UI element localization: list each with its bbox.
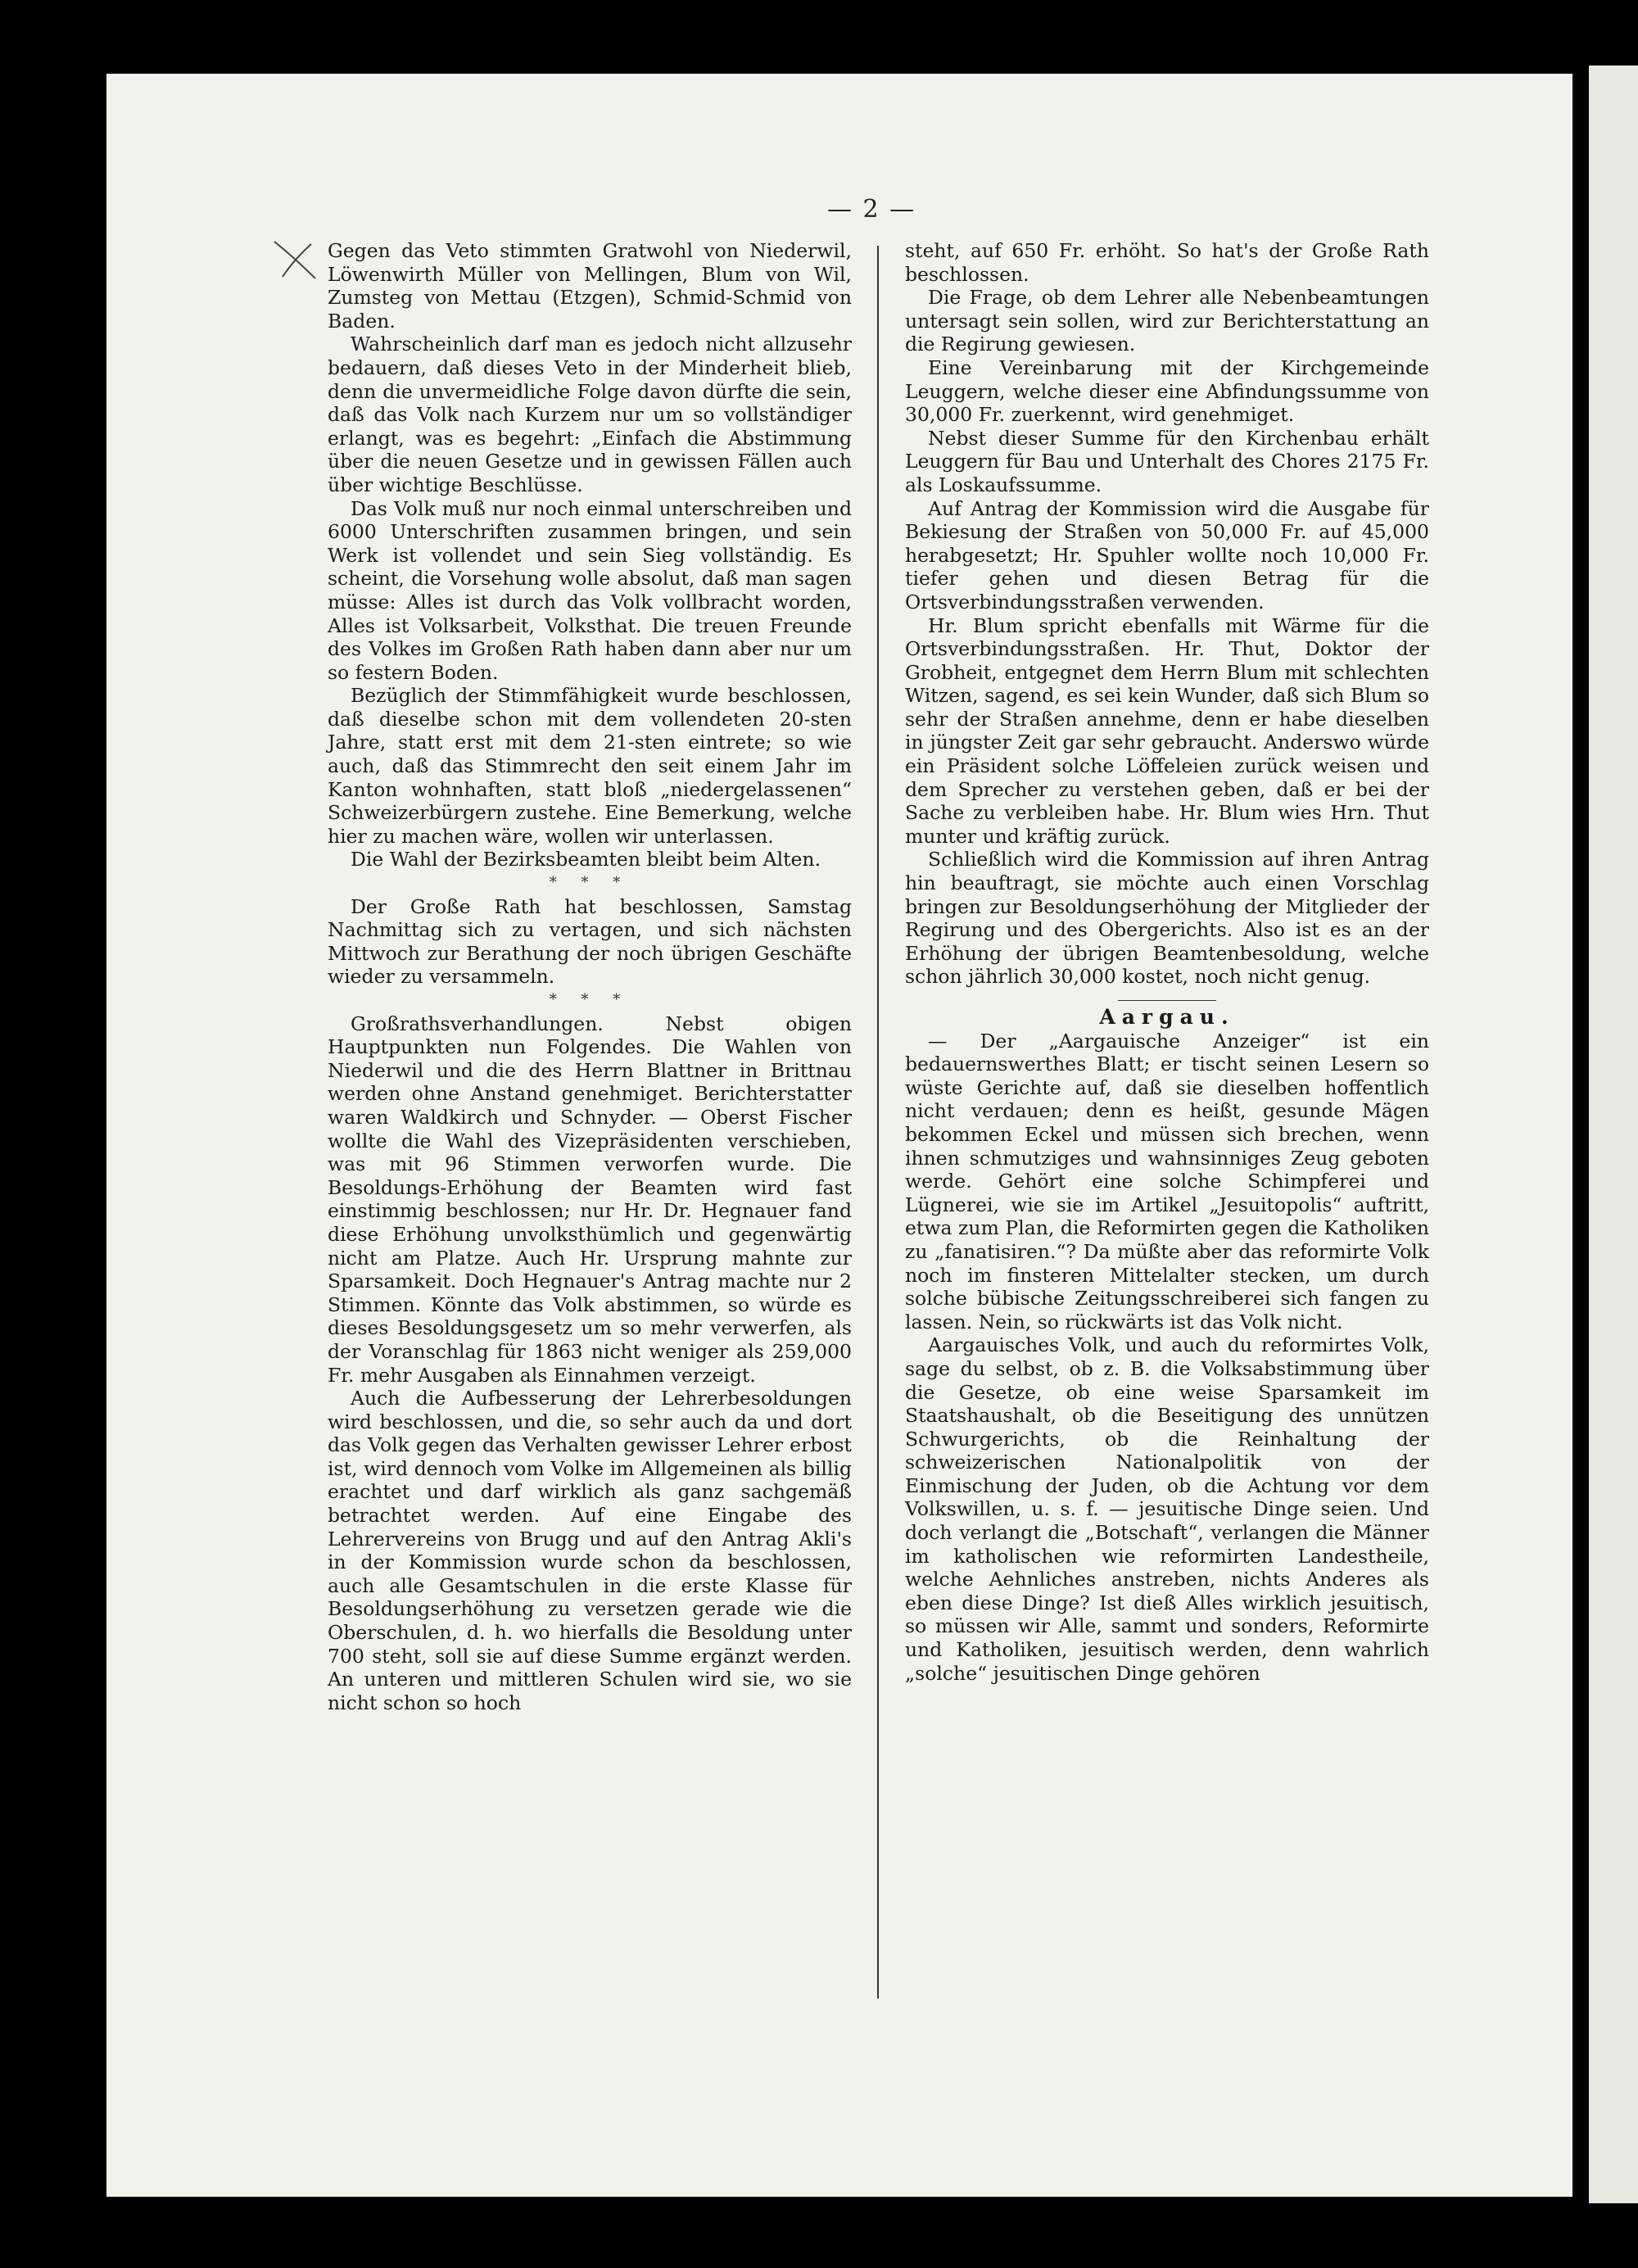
article-paragraph: Bezüglich der Stimmfähigkeit wurde beschlossen, daß dieselbe schon mit dem vollendeten 20-sten Jahre, statt erst mit dem 21-sten eintrete; so wie auch, daß das Stimmrecht den seit einem Jahr im Kanton wohnhaften, statt bloß „niedergelassenen“ Schweizerbürgern zustehe. Eine Bemerkung, welche hier zu machen wäre, wollen wir unterlassen. bbox=[328, 684, 852, 848]
article-paragraph: Auf Antrag der Kommission wird die Ausgabe für Bekiesung der Straßen von 50,000 Fr. auf 45,000 herabgesetzt; Hr. Spuhler wollte noch 10,000 Fr. tiefer gehen und diesen Betrag für die Ortsverbindungsstraßen verwenden. bbox=[905, 496, 1429, 613]
article-paragraph: Aargauisches Volk, und auch du reformirtes Volk, sage du selbst, ob z. B. die Volksabstimmung über die Gesetze, ob eine weise Sparsamkeit im Staatshaushalt, ob die Beseitigung des unnützen Schwurgerichts, ob die Reinhaltung der schweizerischen Nationalpolitik von der Einmischung der Juden, ob die Achtung vor dem Volkswillen, u. s. f. — jesuitische Dinge seien. Und doch verlangt die „Botschaft“, verlangen die Männer im katholischen wie reformirten Landestheile, welche Aehnliches anstreben, nichts Anderes als eben diese Dinge? Ist dieß Alles wirklich jesuitisch, so müssen wir Alle, sammt und sonders, Reformirte und Katholiken, jesuitisch werden, denn wahrlich „solche“ jesuitischen Dinge gehören bbox=[905, 1333, 1429, 1685]
article-paragraph: Eine Vereinbarung mit der Kirchgemeinde Leuggern, welche dieser eine Abfindungssumme von 30,000 Fr. zuerkennt, wird genehmiget. bbox=[905, 355, 1429, 427]
heading-rule bbox=[1118, 1000, 1216, 1001]
article-paragraph: steht, auf 650 Fr. erhöht. So hat's der Große Rath beschlossen. bbox=[905, 239, 1429, 286]
article-paragraph: Auch die Aufbesserung der Lehrerbesoldungen wird beschlossen, und die, so sehr auch da und dort das Volk gegen das Verhalten gewisser Lehrer erbost ist, wird dennoch vom Volke im Allgemeinen als billig erachtet und darf wirklich als ganz sachgemäß betrachtet werden. Auf eine Eingabe des Lehrervereins von Brugg und auf den Antrag Akli's in der Kommission wurde schon da beschlossen, auch alle Gesamtschulen in die erste Klasse für Besoldungserhöhung zu versetzen gerade wie die Oberschulen, d. h. wo hierfalls die Besoldung unter 700 steht, soll sie auf diese Summe ergänzt werden. An unteren und mittleren Schulen wird sie, wo sie nicht schon so hoch bbox=[328, 1387, 852, 1714]
article-paragraph: Hr. Blum spricht ebenfalls mit Wärme für die Ortsverbindungsstraßen. Hr. Thut, Doktor der Grobheit, entgegnet dem Herrn Blum mit schlechten Witzen, sagend, es sei kein Wunder, daß sich Blum so sehr der Straßen annehme, denn er habe dieselben in jüngster Zeit gar sehr gebraucht. Anderswo würde ein Präsident solche Löffeleien zurück weisen und dem Sprecher zu verstehen geben, daß er bei der Sache zu verbleiben habe. Hr. Blum wies Hrn. Thut munter und kräftig zurück. bbox=[905, 613, 1429, 848]
article-paragraph: Großrathsverhandlungen. Nebst obigen Hauptpunkten nun Folgendes. Die Wahlen von Niederwil und die des Herrn Blattner in Brittnau werden ohne Anstand genehmiget. Berichterstatter waren Waldkirch und Schnyder. — Oberst Fischer wollte die Wahl des Vizepräsidenten verschieben, was mit 96 Stimmen verworfen wurde. Die Besoldungs-Erhöhung der Beamten wird fast einstimmig beschlossen; nur Hr. Dr. Hegnauer fand diese Erhöhung unvolksthümlich und gegenwärtig nicht am Platze. Auch Hr. Ursprung mahnte zur Sparsamkeit. Doch Hegnauer's Antrag machte nur 2 Stimmen. Könnte das Volk abstimmen, so würde es dieses Besoldungsgesetz um so mehr verwerfen, als der Voranschlag für 1863 nicht weniger als 259,000 Fr. mehr Ausgaben als Einnahmen verzeigt. bbox=[328, 1012, 852, 1387]
article-paragraph: Nebst dieser Summe für den Kirchenbau erhält Leuggern für Bau und Unterhalt des Chores 2175 Fr. als Loskaufssumme. bbox=[905, 426, 1429, 496]
article-paragraph: — Der „Aargauische Anzeiger“ ist ein bedauernswerthes Blatt; er tischt seinen Lesern so wüste Gerichte auf, daß sie dieselben hoffentlich nicht verdauen; denn es heißt, gesunde Mägen bekommen Eckel und müssen sich brechen, wenn ihnen schmutziges und wahnsinniges Zeug geboten werde. Gehört eine solche Schimpferei und Lügnerei, wie sie im Artikel „Jesuitopolis“ auftritt, etwa zum Plan, die Reformirten gegen die Katholiken zu „fanatisiren.“? Da müßte aber das reformirte Volk noch im finsteren Mittelalter stecken, um durch solche bübische Zeitungsschreiberei sich fangen zu lassen. Nein, so rückwärts ist das Volk nicht. bbox=[905, 1029, 1429, 1333]
column-rule bbox=[877, 246, 879, 1999]
article-paragraph: Der Große Rath hat beschlossen, Samstag Nachmittag sich zu vertagen, und sich nächsten Mittwoch zur Berathung der noch übrigen Geschäfte wieder zu versammeln. bbox=[328, 894, 852, 989]
left-column bbox=[328, 239, 852, 1714]
article-paragraph: Die Frage, ob dem Lehrer alle Nebenbeamtungen untersagt sein sollen, wird zur Berichterstattung an die Regirung gewiesen. bbox=[905, 286, 1429, 356]
article-paragraph: Wahrscheinlich darf man es jedoch nicht allzusehr bedauern, daß dieses Veto in der Minderheit blieb, denn die unvermeidliche Folge davon dürfte die sein, daß das Volk nach Kurzem nur um so vollständiger erlangt, was es begehrt: „Einfach die Abstimmung über die neuen Gesetze und in gewissen Fällen auch über wichtige Beschlüsse. bbox=[328, 333, 852, 496]
right-column bbox=[905, 239, 1429, 1685]
facing-page-edge bbox=[1589, 66, 1638, 2203]
section-heading: Aargau. bbox=[1099, 1005, 1235, 1029]
article-paragraph: Das Volk muß nur noch einmal unterschreiben und 6000 Unterschriften zusammen bringen, und sein Werk ist vollendet und sein Sieg vollständig. Es scheint, die Vorsehung wolle absolut, daß man sagen müsse: Alles ist durch das Volk vollbracht worden, Alles ist Volksarbeit, Volksthat. Die treuen Freunde des Volkes im Großen Rath haben dann aber nur um so festern Boden. bbox=[328, 496, 852, 684]
article-paragraph: Gegen das Veto stimmten Gratwohl von Niederwil, Löwenwirth Müller von Mellingen, Blum von Wil, Zumsteg von Mettau (Etzgen), Schmid-Schmid von Baden. bbox=[328, 239, 852, 333]
article-paragraph: Die Wahl der Bezirksbeamten bleibt beim Alten. bbox=[351, 848, 821, 871]
section-separator: * * * bbox=[549, 991, 631, 1008]
article-paragraph: Schließlich wird die Kommission auf ihren Antrag hin beauftragt, sie möchte auch einen Vorschlag bringen zur Besoldungserhöhung der Mitglieder der Regirung und des Obergerichts. Also ist es an der Erhöhung der übrigen Beamtenbesoldung, welche schon jährlich 30,000 kostet, noch nicht genug. bbox=[905, 848, 1429, 989]
section-separator: * * * bbox=[549, 874, 631, 892]
pencil-x-mark bbox=[270, 238, 319, 283]
page-number: — 2 — bbox=[827, 195, 916, 224]
